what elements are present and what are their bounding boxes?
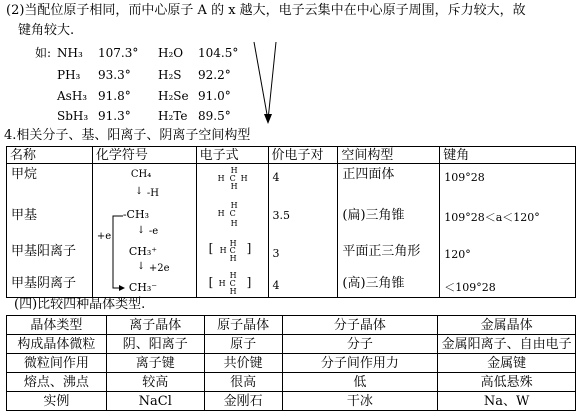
angle-methyl: 109°28＜a＜120° xyxy=(444,211,540,224)
name-methyl-anion: 甲基阴离子 xyxy=(11,276,77,291)
example-angle-15-0: 107.3° xyxy=(98,46,139,60)
lewis-h: H xyxy=(217,174,225,183)
shape-methane: 正四面体 xyxy=(342,167,395,182)
table-cell: 熔点、沸点 xyxy=(7,373,107,392)
table-cell: 实例 xyxy=(7,392,107,411)
symbol-methyl-cation: CH₃⁺ xyxy=(128,245,158,258)
lewis-bracket-left: [ xyxy=(208,275,214,289)
intro-line-1: (2)当配位原子相同，而中心原子 A 的 x 越大，电子云集中在中心原子周围，斥力较大，故 xyxy=(6,3,526,18)
lewis-h: H xyxy=(218,279,226,288)
shape-methyl-anion: (高)三角锥 xyxy=(342,276,405,291)
pairs-methane: 4 xyxy=(272,171,280,184)
table-cell: 高低悬殊 xyxy=(438,373,576,392)
table-cell: 微粒间作用 xyxy=(7,354,107,373)
header-pairs: 价电子对 xyxy=(268,147,338,164)
table-cell: 阴、阳离子 xyxy=(106,335,204,354)
examples-prefix: 如: xyxy=(35,46,52,60)
table-cell: 金属键 xyxy=(438,354,576,373)
symbol-methyl-anion: CH₃⁻ xyxy=(128,281,158,294)
example-hydride-15-3: SbH₃ xyxy=(57,109,89,123)
shape-methyl-cation: 平面正三角形 xyxy=(342,244,421,259)
lewis-h: H xyxy=(230,166,238,175)
crystal-header-molecular: 分子晶体 xyxy=(282,316,438,335)
table-cell: 离子键 xyxy=(106,354,204,373)
angle-methane: 109°28 xyxy=(444,171,485,184)
table-cell: 干冰 xyxy=(282,392,438,411)
example-hydride-16-1: H₂S xyxy=(158,68,182,82)
table-row xyxy=(7,354,576,373)
example-hydride-16-0: H₂O xyxy=(158,46,184,60)
lewis-h: H xyxy=(219,246,227,255)
header-name: 名称 xyxy=(7,147,93,164)
lewis-bracket-right: ] xyxy=(246,275,252,289)
table-cell: 共价键 xyxy=(204,354,282,373)
lewis-h: H xyxy=(230,182,238,191)
symbol-methyl: -CH₃ xyxy=(122,208,149,221)
intro-line-2: 键角较大. xyxy=(18,23,75,38)
pairs-methyl: 3.5 xyxy=(272,209,291,222)
arrow-2: ↓ xyxy=(136,225,146,236)
name-methyl-cation: 甲基阳离子 xyxy=(11,244,77,259)
table-row xyxy=(7,392,576,411)
lewis-bracket-right: ] xyxy=(246,241,252,255)
name-methane: 甲烷 xyxy=(11,167,38,182)
table-cell: 分子 xyxy=(282,335,438,354)
arrow-3: ↓ xyxy=(136,261,146,272)
lewis-h: H xyxy=(240,174,248,183)
lewis-h: H xyxy=(230,219,238,228)
lewis-h: H xyxy=(229,287,237,296)
crystal-header-atomic: 原子晶体 xyxy=(204,316,282,335)
example-hydride-15-2: AsH₃ xyxy=(57,89,88,103)
arrow-label-1: -H xyxy=(146,188,159,199)
lewis-c: C xyxy=(229,279,236,288)
arrow-label-2: -e xyxy=(148,226,159,237)
angle-methyl-anion: ＜109°28 xyxy=(444,281,496,294)
example-hydride-15-0: NH₃ xyxy=(57,46,83,60)
pairs-methyl-cation: 3 xyxy=(272,247,280,260)
table-cell: 金属阳离子、自由电子 xyxy=(438,335,576,354)
table-row xyxy=(7,335,576,354)
structure-table xyxy=(6,146,576,298)
crystal-header-ionic: 离子晶体 xyxy=(106,316,204,335)
symbol-methane: CH₄ xyxy=(130,169,152,180)
symbols-cell xyxy=(92,164,196,298)
lewis-c: C xyxy=(229,246,236,255)
table-cell: 原子 xyxy=(204,335,282,354)
lewis-h: H xyxy=(217,209,225,218)
table-cell: 较高 xyxy=(106,373,204,392)
lewis-h: H xyxy=(229,239,237,248)
header-angle: 键角 xyxy=(440,147,576,164)
example-angle-15-1: 93.3° xyxy=(98,68,131,82)
crystal-section-title: (四)比较四种晶体类型. xyxy=(14,297,146,312)
example-hydride-16-3: H₂Te xyxy=(158,109,188,123)
table-cell: 金刚石 xyxy=(204,392,282,411)
plus-e-label: +e xyxy=(96,231,112,242)
example-hydride-16-2: H₂Se xyxy=(158,89,189,103)
table-cell: 构成晶体微粒 xyxy=(7,335,107,354)
shapes-cell xyxy=(338,164,440,298)
crystal-header-metallic: 金属晶体 xyxy=(438,316,576,335)
example-hydride-15-1: PH₃ xyxy=(57,68,81,82)
example-angle-16-2: 91.0° xyxy=(198,89,231,103)
example-angle-15-3: 91.3° xyxy=(98,109,131,123)
crystal-table-header xyxy=(7,316,576,335)
structure-table-header xyxy=(7,147,576,164)
crystal-header-type: 晶体类型 xyxy=(7,316,107,335)
pairs-methyl-anion: 4 xyxy=(272,279,280,292)
angle-methyl-cation: 120° xyxy=(444,248,471,261)
angles-cell xyxy=(440,164,576,298)
header-shape: 空间构型 xyxy=(338,147,440,164)
trend-arrows xyxy=(250,40,280,126)
shape-methyl: (扁)三角锥 xyxy=(342,208,405,223)
lewis-h: H xyxy=(230,201,238,210)
table-cell: NaCl xyxy=(106,392,204,411)
names-cell xyxy=(7,164,93,298)
lewis-c: C xyxy=(229,209,236,218)
pairs-cell xyxy=(268,164,338,298)
plus-e-bracket xyxy=(109,214,127,294)
example-angle-16-3: 89.5° xyxy=(198,109,231,123)
header-symbol: 化学符号 xyxy=(92,147,196,164)
structure-table-body xyxy=(7,164,576,298)
table-cell: Na、W xyxy=(438,392,576,411)
example-angle-16-1: 92.2° xyxy=(198,68,231,82)
lewis-h: H xyxy=(229,271,237,280)
table-cell: 分子间作用力 xyxy=(282,354,438,373)
lewis-h: H xyxy=(229,254,237,263)
crystal-table xyxy=(6,315,576,411)
name-methyl: 甲基 xyxy=(11,208,38,223)
arrow-label-3: +2e xyxy=(148,263,170,274)
arrow-1: ↓ xyxy=(134,186,144,197)
example-angle-16-0: 104.5° xyxy=(198,46,239,60)
lewis-cell xyxy=(196,164,268,298)
table-cell: 很高 xyxy=(204,373,282,392)
lewis-bracket-left: [ xyxy=(208,241,214,255)
header-lewis: 电子式 xyxy=(196,147,268,164)
table-row xyxy=(7,373,576,392)
lewis-c: C xyxy=(229,174,236,183)
example-angle-15-2: 91.8° xyxy=(98,89,131,103)
section-4-title: 4.相关分子、基、阳离子、阴离子空间构型 xyxy=(4,128,251,143)
table-cell: 低 xyxy=(282,373,438,392)
